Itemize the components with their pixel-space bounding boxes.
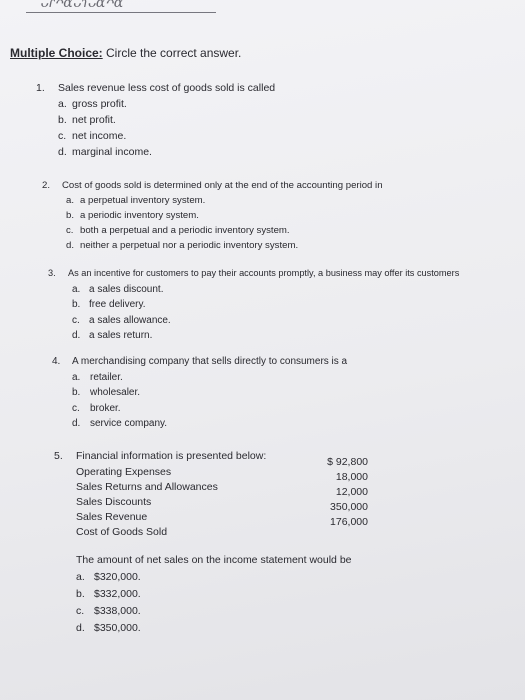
option-letter: b. (66, 210, 75, 221)
question-5-prompt (76, 552, 352, 637)
option-b[interactable] (76, 586, 352, 603)
option-c[interactable] (58, 128, 275, 144)
option-text: wholesaler. (90, 387, 141, 398)
question-5 (54, 448, 266, 464)
option-letter: c. (58, 130, 67, 142)
option-letter: c. (66, 225, 74, 236)
question-number: 5. (54, 450, 63, 462)
option-text: a perpetual inventory system. (80, 195, 206, 206)
financial-item-label: Cost of Goods Sold (76, 526, 168, 538)
option-text: a sales return. (89, 330, 153, 341)
option-text: a sales allowance. (89, 314, 171, 326)
financial-items (76, 465, 218, 540)
option-letter: a. (66, 195, 75, 206)
option-letter: c. (76, 605, 85, 617)
option-letter: c. (72, 314, 80, 326)
option-d[interactable] (66, 238, 383, 253)
option-text: $338,000. (94, 605, 141, 617)
option-letter: b. (58, 114, 67, 126)
option-letter: b. (72, 387, 81, 398)
prompt-text: The amount of net sales on the income statement would be (76, 554, 352, 566)
option-c[interactable] (72, 313, 459, 329)
option-b[interactable] (72, 297, 459, 313)
financial-amount: 18,000 (335, 471, 368, 483)
option-a[interactable] (76, 569, 352, 586)
option-c[interactable] (72, 401, 347, 417)
option-text: both a perpetual and a periodic inventory system. (80, 225, 290, 236)
option-text: retailer. (90, 371, 123, 383)
option-a[interactable] (72, 282, 459, 298)
option-b[interactable] (72, 385, 347, 401)
option-letter: a. (58, 98, 67, 110)
option-text: free delivery. (89, 299, 146, 310)
name-line (26, 12, 216, 13)
financial-amount: 350,000 (330, 501, 368, 513)
option-text: service company. (90, 418, 168, 429)
option-text: marginal income. (72, 146, 152, 158)
financial-item-label: Sales Discounts (76, 496, 152, 508)
question-text: Cost of goods sold is determined only at the end of the accounting period in (62, 180, 383, 191)
financial-item-label: Operating Expenses (76, 466, 172, 478)
financial-amount: $ 92,800 (327, 456, 368, 468)
question-number: 3. (48, 268, 56, 278)
option-letter: b. (72, 299, 81, 310)
question-2 (42, 178, 383, 253)
option-a[interactable] (58, 96, 275, 112)
question-3 (48, 266, 459, 344)
option-text: $320,000. (94, 571, 141, 583)
option-d[interactable] (76, 620, 352, 637)
question-number: 2. (42, 180, 51, 191)
option-letter: a. (72, 371, 81, 383)
question-text: Sales revenue less cost of goods sold is called (58, 82, 276, 94)
handwritten-name: ᴗɾᴖɑᴗɿᴗɑᴖɑ (40, 0, 124, 11)
option-text: $350,000. (94, 622, 141, 634)
financial-amounts (300, 455, 368, 530)
option-letter: d. (66, 240, 75, 251)
option-d[interactable] (72, 416, 347, 432)
option-letter: d. (72, 330, 81, 341)
question-text: As an incentive for customers to pay their accounts promptly, a business may offer its customers (68, 268, 460, 278)
option-text: neither a perpetual nor a periodic inventory system. (80, 240, 299, 251)
financial-amount: 176,000 (330, 516, 368, 528)
option-text: net income. (72, 130, 127, 142)
option-text: gross profit. (72, 98, 127, 110)
option-c[interactable] (76, 603, 352, 620)
financial-item-label: Sales Returns and Allowances (76, 481, 218, 493)
option-letter: d. (76, 622, 85, 634)
financial-item-label: Sales Revenue (76, 511, 148, 523)
option-d[interactable] (72, 328, 459, 344)
question-text: A merchandising company that sells directly to consumers is a (72, 356, 348, 367)
option-letter: a. (76, 571, 85, 583)
option-letter: a. (72, 283, 81, 295)
question-4 (52, 354, 347, 432)
option-a[interactable] (66, 193, 383, 208)
option-text: a periodic inventory system. (80, 210, 199, 221)
heading-instruction: Circle the correct answer. (102, 46, 242, 60)
option-letter: d. (58, 146, 67, 158)
option-d[interactable] (58, 144, 275, 160)
option-a[interactable] (72, 370, 347, 386)
question-text: Financial information is presented below: (76, 450, 267, 462)
option-text: $332,000. (94, 588, 141, 600)
financial-amount: 12,000 (335, 486, 368, 498)
option-letter: b. (76, 588, 85, 600)
question-number: 1. (36, 82, 45, 94)
option-letter: c. (72, 402, 80, 414)
option-b[interactable] (66, 208, 383, 223)
question-number: 4. (52, 356, 61, 367)
instructions-heading (10, 46, 241, 60)
heading-multiple-choice: Multiple Choice: (10, 46, 103, 60)
option-c[interactable] (66, 223, 383, 238)
option-text: broker. (90, 402, 121, 414)
question-1 (36, 80, 275, 160)
option-b[interactable] (58, 112, 275, 128)
option-letter: d. (72, 418, 81, 429)
option-text: a sales discount. (89, 283, 164, 295)
option-text: net profit. (72, 114, 116, 126)
